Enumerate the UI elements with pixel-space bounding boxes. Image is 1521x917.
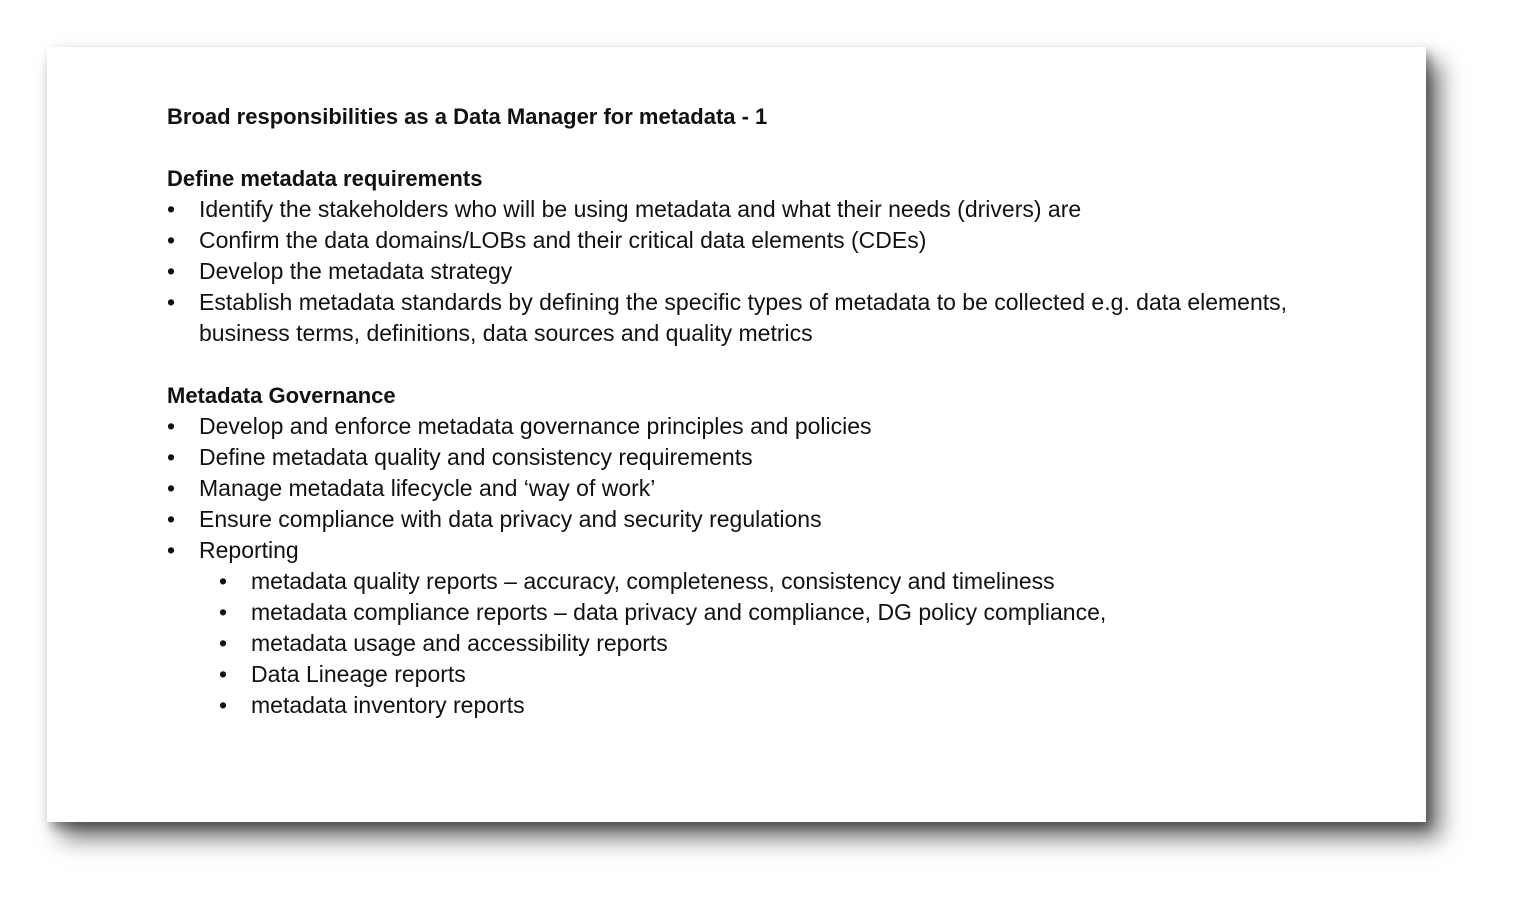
- bullet: •: [167, 258, 176, 284]
- sub-list-item: [167, 566, 1347, 597]
- list-item-text: Manage metadata lifecycle and ‘way of work’: [199, 475, 656, 501]
- slide-content: [167, 101, 1347, 721]
- bullet: •: [219, 692, 228, 718]
- list-item-text: Reporting: [199, 537, 299, 563]
- bullet: •: [167, 506, 176, 532]
- sub-list-item-text: metadata usage and accessibility reports: [251, 630, 668, 656]
- sub-list-item: [167, 628, 1347, 659]
- list-item: [167, 442, 1347, 473]
- section-heading-governance: Metadata Governance: [167, 383, 396, 408]
- list-item: [167, 287, 1347, 349]
- bullet: •: [167, 196, 176, 222]
- bullet: •: [219, 630, 228, 656]
- list-item-text: Define metadata quality and consistency requirements: [199, 444, 753, 470]
- sub-list-item-text: Data Lineage reports: [251, 661, 466, 687]
- sub-list-item-text: metadata inventory reports: [251, 692, 525, 718]
- slide: [47, 47, 1426, 822]
- sub-list-item: [167, 597, 1347, 628]
- bullet: •: [167, 444, 176, 470]
- bullet: •: [167, 475, 176, 501]
- list-item-text: Develop and enforce metadata governance principles and policies: [199, 413, 872, 439]
- list-item-text: Identify the stakeholders who will be using metadata and what their needs (drivers) are: [199, 196, 1082, 222]
- section-heading-requirements: Define metadata requirements: [167, 166, 483, 191]
- bullet: •: [219, 661, 228, 687]
- list-item: [167, 411, 1347, 442]
- list-item-text: Establish metadata standards by defining the specific types of metadata to be collected e.g. data elements, business terms, definitions, data sources and quality metrics: [199, 289, 1288, 346]
- list-item: [167, 473, 1347, 504]
- bullet: •: [167, 413, 176, 439]
- list-item: [167, 225, 1347, 256]
- sub-list-item: [167, 690, 1347, 721]
- bullet: •: [167, 537, 176, 563]
- sub-list-item: [167, 659, 1347, 690]
- slide-title: Broad responsibilities as a Data Manager for metadata - 1: [167, 104, 768, 129]
- sub-list-item-text: metadata compliance reports – data privacy and compliance, DG policy compliance,: [251, 599, 1107, 625]
- sub-list-item-text: metadata quality reports – accuracy, completeness, consistency and timeliness: [251, 568, 1055, 594]
- bullet: •: [219, 599, 228, 625]
- list-item-reporting: [167, 535, 1347, 566]
- bullet: •: [167, 289, 176, 315]
- list-item: [167, 256, 1347, 287]
- bullet: •: [219, 568, 228, 594]
- list-item-text: Ensure compliance with data privacy and security regulations: [199, 506, 822, 532]
- requirements-list: [167, 194, 1347, 349]
- list-item-text: Confirm the data domains/LOBs and their critical data elements (CDEs): [199, 227, 927, 253]
- bullet: •: [167, 227, 176, 253]
- list-item: [167, 194, 1347, 225]
- list-item: [167, 504, 1347, 535]
- governance-list: [167, 411, 1347, 566]
- reporting-sublist: [167, 566, 1347, 721]
- list-item-text: Develop the metadata strategy: [199, 258, 513, 284]
